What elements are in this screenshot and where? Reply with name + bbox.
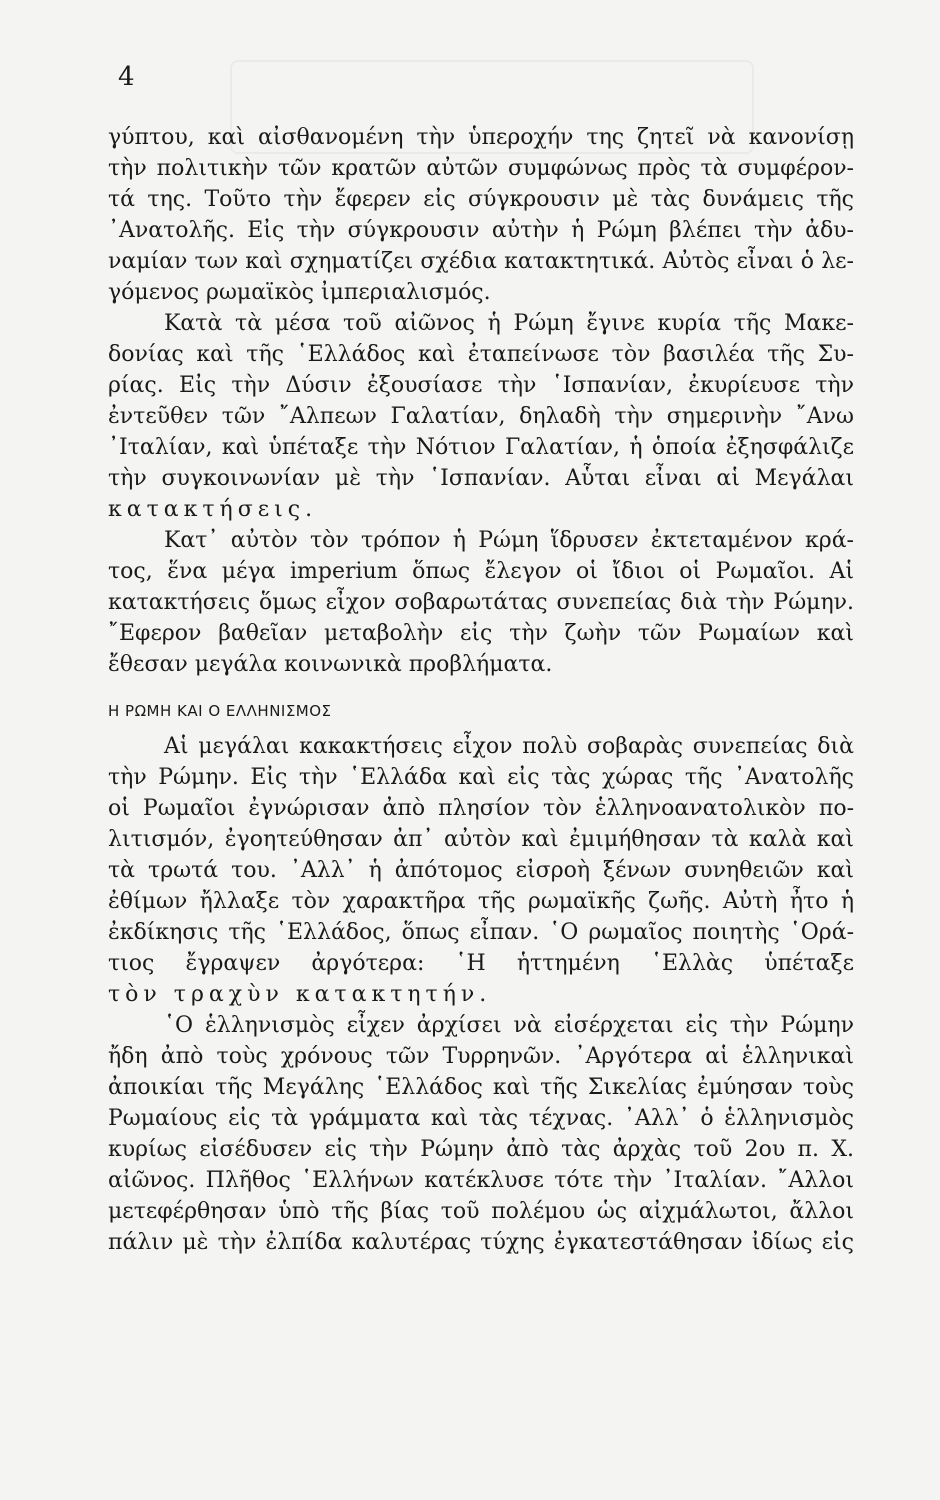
text-line: ἤδη ἀπὸ τοὺς χρόνους τῶν Τυρρηνῶν. ᾿Αργότερα αἱ ἑλληνικαὶ [108,1044,854,1069]
text-line: ἐντεῦθεν τῶν ῎Αλπεων Γαλατίαν, δηλαδὴ τὴν σημερινὴν ῎Ανω [108,404,854,429]
text-line: Ρωμαίους εἰς τὰ γράμματα καὶ τὰς τέχνας. ᾿Αλλ᾿ ὁ ἑλληνισμὸς [108,1106,854,1131]
text-line: ᾿Ανατολῆς. Εἰς τὴν σύγκρουσιν αὐτὴν ἡ Ρώμη βλέπει τὴν ἀδυ- [108,218,854,243]
page-number: 4 [118,62,135,92]
text-line: γόμενος ρωμαϊκὸς ἰμπεριαλισμός. [108,280,491,305]
text-line: κατακτήσεις ὅμως εἶχον σοβαρωτάτας συνεπείας διὰ τὴν Ρώμην. [108,590,854,615]
text-line: Κατὰ τὰ μέσα τοῦ αἰῶνος ἡ Ρώμη ἔγινε κυρία τῆς Μακε- [164,311,854,336]
text-line: τὰ τρωτά του. ᾿Αλλ᾿ ἡ ἀπότομος εἰσροὴ ξένων συνηθειῶν καὶ [108,858,854,883]
text-line: κατακτήσεις. [108,497,318,522]
text-line: κυρίως εἰσέδυσεν εἰς τὴν Ρώμην ἀπὸ τὰς ἀρχὰς τοῦ 2ου π. Χ. [108,1137,854,1162]
text-line: ῾Ο ἑλληνισμὸς εἶχεν ἀρχίσει νὰ εἰσέρχεται εἰς τὴν Ρώμην [164,1013,854,1038]
text-line: τὴν συγκοινωνίαν μὲ τὴν ῾Ισπανίαν. Αὗται εἶναι αἱ Μεγάλαι [108,466,854,491]
text-line: ῎Εφερον βαθεῖαν μεταβολὴν εἰς τὴν ζωὴν τῶν Ρωμαίων καὶ [108,621,854,646]
text-line: τὴν πολιτικὴν τῶν κρατῶν αὐτῶν συμφώνως πρὸς τὰ συμφέρον- [108,156,854,181]
text-line: λιτισμόν, ἐγοητεύθησαν ἀπ᾿ αὐτὸν καὶ ἐμιμήθησαν τὰ καλὰ καὶ [108,827,854,852]
paragraph-5 [108,1010,854,1258]
text-line: γύπτου, καὶ αἰσθανομένη τὴν ὑπεροχήν της ζητεῖ νὰ κανονίσῃ [108,125,854,150]
text-line: οἱ Ρωμαῖοι ἐγνώρισαν ἀπὸ πλησίον τὸν ἑλληνοανατολικὸν πο- [108,796,854,821]
text-line: ἔθεσαν μεγάλα κοινωνικὰ προβλήματα. [108,652,553,677]
text-line: ναμίαν των καὶ σχηματίζει σχέδια κατακτητικά. Αὐτὸς εἶναι ὁ λε- [108,249,854,274]
text-line: τά της. Τοῦτο τὴν ἔφερεν εἰς σύγκρουσιν μὲ τὰς δυνάμεις τῆς [108,187,854,212]
text-line: δονίας καὶ τῆς ῾Ελλάδος καὶ ἐταπείνωσε τὸν βασιλέα τῆς Συ- [108,342,854,367]
text-line: ρίας. Εἰς τὴν Δύσιν ἐξουσίασε τὴν ῾Ισπανίαν, ἐκυρίευσε τὴν [108,373,854,398]
paragraph-1 [108,122,854,308]
text-line: μετεφέρθησαν ὑπὸ τῆς βίας τοῦ πολέμου ὡς αἰχμάλωτοι, ἄλλοι [108,1199,854,1224]
text-line: τὸν τραχὺν κατακτητήν. [108,982,492,1007]
paragraph-4 [108,731,854,1010]
text-line: αἰῶνος. Πλῆθος ῾Ελλήνων κατέκλυσε τότε τὴν ᾿Ιταλίαν. ῎Αλλοι [108,1168,854,1193]
paragraph-2 [108,308,854,525]
text-line: τιος ἔγραψεν ἀργότερα: ῾Η ἡττημένη ῾Ελλὰς ὑπέταξε [108,951,854,976]
text-line: ᾿Ιταλίαν, καὶ ὑπέταξε τὴν Νότιον Γαλατίαν, ἡ ὁποία ἐξησφάλιζε [108,435,854,460]
text-line: Κατ᾿ αὐτὸν τὸν τρόπον ἡ Ρώμη ἵδρυσεν ἐκτεταμένον κρά- [164,528,854,553]
section-heading: Η ΡΩΜΗ ΚΑΙ Ο ΕΛΛΗΝΙΣΜΟΣ [108,702,332,720]
text-line: τὴν Ρώμην. Εἰς τὴν ῾Ελλάδα καὶ εἰς τὰς χώρας τῆς ᾿Ανατολῆς [108,765,854,790]
paragraph-3 [108,525,854,680]
text-line: Αἱ μεγάλαι κακακτήσεις εἶχον πολὺ σοβαρὰς συνεπείας διὰ [164,734,854,759]
text-line: ἐκδίκησις τῆς ῾Ελλάδος, ὅπως εἶπαν. ῾Ο ρωμαῖος ποιητὴς ῾Ορά- [108,920,854,945]
text-line: πάλιν μὲ τὴν ἐλπίδα καλυτέρας τύχης ἐγκατεστάθησαν ἰδίως εἰς [108,1230,854,1255]
text-line: ἀποικίαι τῆς Μεγάλης ῾Ελλάδος καὶ τῆς Σικελίας ἐμύησαν τοὺς [108,1075,854,1100]
text-line: ἐθίμων ἤλλαξε τὸν χαρακτῆρα τῆς ρωμαϊκῆς ζωῆς. Αὐτὴ ἦτο ἡ [108,889,854,914]
text-line: τος, ἕνα μέγα imperium ὅπως ἔλεγον οἱ ἴδιοι οἱ Ρωμαῖοι. Αἱ [108,559,854,584]
page-body [108,122,854,1258]
